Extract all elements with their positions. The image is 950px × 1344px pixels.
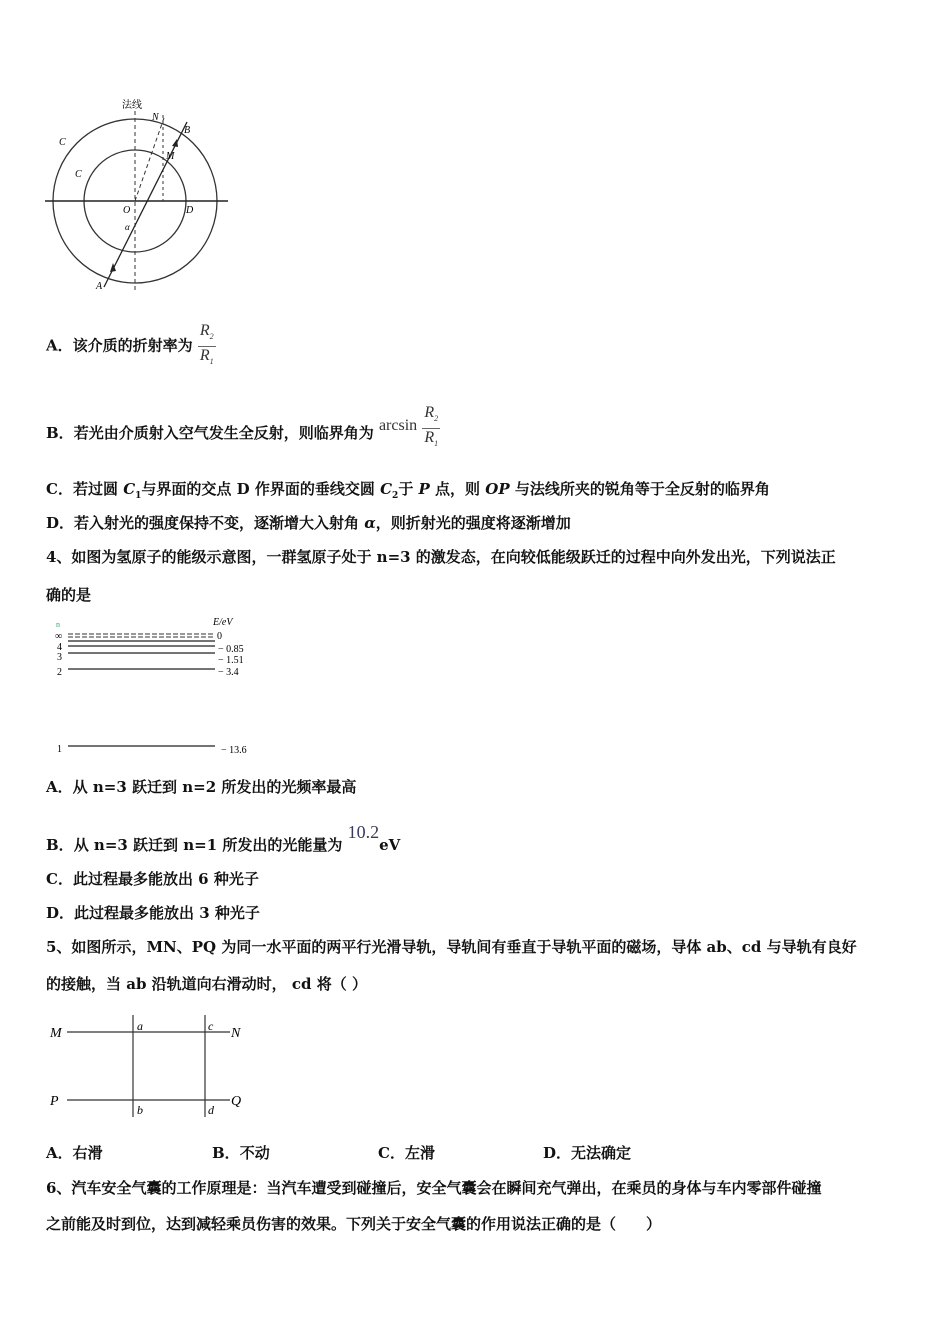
q5-option-a: A．右滑 xyxy=(46,1144,103,1162)
q6-stem-line2: 之前能及时到位，达到减轻乘员伤害的效果。下列关于安全气囊的作用说法正确的是（ ） xyxy=(46,1215,662,1233)
option-letter: A． xyxy=(46,336,73,355)
svg-text:d: d xyxy=(208,1103,214,1117)
svg-text:E/eV: E/eV xyxy=(213,617,233,628)
q5-option-b: B．不动 xyxy=(212,1144,270,1162)
svg-text:b: b xyxy=(137,1103,143,1117)
svg-text:− 1.51: − 1.51 xyxy=(218,655,244,666)
q5-option-d: D．无法确定 xyxy=(543,1144,632,1162)
q4-option-a: A．从 n=3 跃迁到 n=2 所发出的光频率最高 xyxy=(46,778,357,796)
normal-label: 法线 xyxy=(122,100,142,111)
q5-stem-line1: 5、如图所示，MN、PQ 为同一水平面的两平行光滑导轨，导轨间有垂直于导轨平面的磁场，导体 ab、cd 与导轨有良好 xyxy=(46,938,857,956)
energy-level-diagram xyxy=(50,615,265,760)
svg-text:4: 4 xyxy=(57,642,62,653)
svg-text:α: α xyxy=(125,222,130,232)
q4-option-c: C．此过程最多能放出 6 种光子 xyxy=(46,870,259,888)
svg-text:∞: ∞ xyxy=(55,631,63,642)
svg-text:3: 3 xyxy=(57,652,62,663)
svg-text:B: B xyxy=(184,125,191,136)
q3-option-c: C．若过圆 $C_1$与界面的交点 D 作界面的垂线交圆 $C_2$于 P 点，则 OP 与法线所夹的锐角等于全反射的临界角 xyxy=(46,480,770,501)
q3-option-b: B．若光由介质射入空气发生全反射，则临界角为 arcsin $\frac{R_2}{R_1}$ xyxy=(46,404,440,453)
svg-text:M: M xyxy=(50,1026,62,1041)
svg-text:2: 2 xyxy=(57,667,62,678)
q5-stem-line2: 的接触，当 ab 沿轨道向右滑动时， cd 将（ ） xyxy=(46,975,367,993)
svg-text:n: n xyxy=(56,620,60,629)
q6-stem-line1: 6、汽车安全气囊的工作原理是：当汽车遭受到碰撞后，安全气囊会在瞬间充气弹出，在乘员的身体与车内零部件碰撞 xyxy=(46,1179,822,1197)
fraction-r2-r1: $\frac{R_2}{R_1}$ xyxy=(199,322,214,367)
svg-text:M: M xyxy=(166,151,175,162)
refraction-diagram xyxy=(40,95,240,295)
q3-option-a: A．该介质的折射率为 $\frac{R_2}{R_1}$ xyxy=(46,322,216,371)
svg-text:N: N xyxy=(231,1026,241,1041)
svg-text:A: A xyxy=(96,281,103,292)
q4-stem-line1: 4、如图为氢原子的能级示意图，一群氢原子处于 n=3 的激发态，在向较低能级跃迁的过程中向外发出光，下列说法正 xyxy=(46,548,836,566)
svg-text:O: O xyxy=(123,205,131,216)
svg-text:1: 1 xyxy=(57,744,62,755)
svg-text:C: C xyxy=(59,137,66,148)
svg-text:− 13.6: − 13.6 xyxy=(221,745,247,756)
fraction-r2-r1: $\frac{R_2}{R_1}$ xyxy=(424,404,439,449)
q3-option-d: D．若入射光的强度保持不变，逐渐增大入射角 α，则折射光的强度将逐渐增加 xyxy=(46,514,571,532)
q4-stem-line2: 确的是 xyxy=(46,586,92,604)
q4-option-b: B．从 n=3 跃迁到 n=1 所发出的光能量为 10.2eV xyxy=(46,822,401,854)
svg-text:a: a xyxy=(137,1019,143,1033)
rail-diagram xyxy=(45,1010,255,1122)
svg-text:0: 0 xyxy=(217,631,222,642)
svg-text:− 0.85: − 0.85 xyxy=(218,644,244,655)
svg-text:C: C xyxy=(75,169,82,180)
svg-text:− 3.4: − 3.4 xyxy=(218,667,239,678)
svg-text:D: D xyxy=(186,205,194,216)
q5-option-c: C．左滑 xyxy=(378,1144,435,1162)
svg-text:Q: Q xyxy=(231,1094,242,1109)
svg-text:P: P xyxy=(50,1094,59,1109)
svg-text:c: c xyxy=(208,1019,214,1033)
svg-text:N: N xyxy=(152,112,159,123)
q4-option-d: D．此过程最多能放出 3 种光子 xyxy=(46,904,260,922)
